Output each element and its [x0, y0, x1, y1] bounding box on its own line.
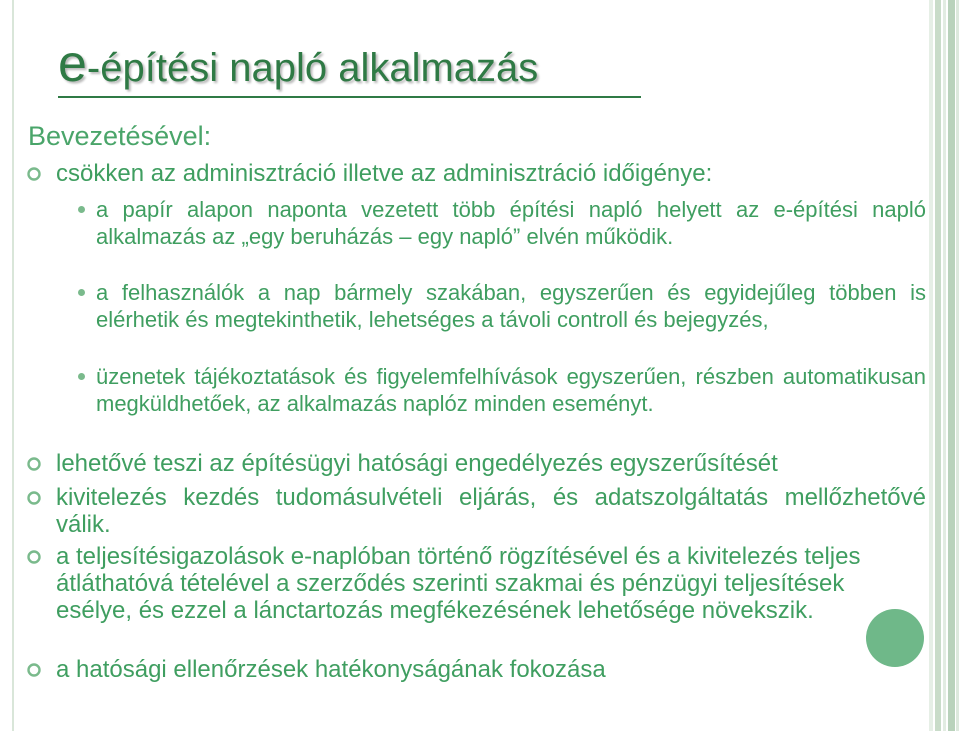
- intro-heading: Bevezetésével:: [28, 121, 212, 151]
- ring-bullet-icon: [26, 456, 42, 472]
- sub-bullet-2: a felhasználók a nap bármely szakában, egyszerűen és egyidejűleg többen is elérhetik és megtekinthetik, lehetséges a távoli controll és bejegyzés,: [96, 280, 926, 332]
- dot-bullet-icon: [78, 289, 85, 296]
- bullet-3: kivitelezés kezdés tudomásulvételi eljárás, és adatszolgáltatás mellőzhetővé válik.: [56, 484, 926, 538]
- right-stripes-decoration: [929, 0, 959, 731]
- ring-bullet-icon: [26, 549, 42, 565]
- bullet-4: a teljesítésigazolások e-naplóban történő rögzítésével és a kivitelezés teljes átláthatóvá tételével a szerződés szerinti szakmai és pénzügyi teljesítések esélye, és ezzel a lánctartozás megfékezésének lehetősége növekszik.: [56, 543, 861, 624]
- ring-bullet-icon: [26, 490, 42, 506]
- page-title: [58, 35, 539, 93]
- dot-bullet-icon: [78, 373, 85, 380]
- dot-bullet-icon: [78, 206, 85, 213]
- title-underline: [58, 96, 641, 98]
- bullet-2: lehetővé teszi az építésügyi hatósági engedélyezés egyszerűsítését: [56, 450, 778, 477]
- title-rest: -építési napló alkalmazás: [86, 46, 539, 90]
- ring-bullet-icon: [26, 166, 42, 182]
- left-border-line: [12, 0, 14, 731]
- title-big-letter: e: [58, 35, 87, 93]
- sub-bullet-3: üzenetek tájékoztatások és figyelemfelhívások egyszerűen, részben automatikusan megküldhetőek, az alkalmazás naplóz minden eseményt.: [96, 364, 926, 416]
- bullet-1: csökken az adminisztráció illetve az adminisztráció időigénye:: [56, 160, 713, 187]
- bullet-5: a hatósági ellenőrzések hatékonyságának fokozása: [56, 656, 606, 683]
- sub-bullet-1: a papír alapon naponta vezetett több építési napló helyett az e-építési napló alkalmazás az „egy beruházás – egy napló” elvén működik.: [96, 197, 926, 249]
- ring-bullet-icon: [26, 662, 42, 678]
